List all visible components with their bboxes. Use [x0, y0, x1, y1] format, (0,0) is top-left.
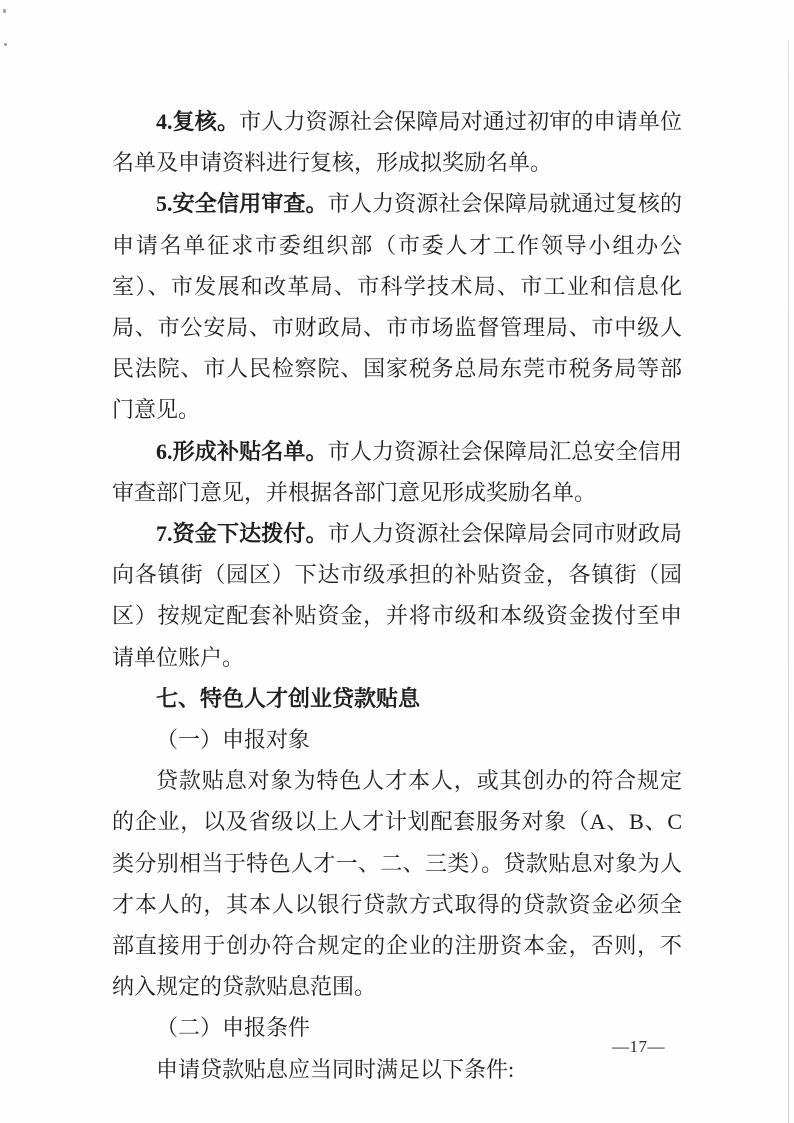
- paragraph: [112, 678, 682, 719]
- paragraph-lead: 5.安全信用审查。: [156, 191, 328, 217]
- paragraph-text: （一）申报对象: [156, 727, 311, 753]
- paragraph: [112, 760, 682, 1007]
- document-body: [112, 101, 682, 1090]
- paragraph: [112, 513, 682, 678]
- paragraph-text: 七、特色人才创业贷款贴息: [156, 685, 421, 711]
- paragraph-text: 贷款贴息对象为特色人才本人，或其创办的符合规定的企业，以及省级以上人才计划配套服务对象（A、B、C 类分别相当于特色人才一、二、三类）。贷款贴息对象为人才本人的，其本人以银行贷款方式取得的贷款资金必须全部直接用于创办符合规定的企业的注册资本金，否则，不纳入规定的贷款贴息范围。: [112, 768, 682, 1000]
- paragraph-lead: 4.复核。: [156, 109, 240, 134]
- paragraph: [112, 1007, 682, 1048]
- paragraph-text: 市人力资源社会保障局对通过初审的申请单位名单及申请资料进行复核，形成拟奖励名单。: [112, 109, 682, 176]
- paragraph-text: 市人力资源社会保障局会同市财政局向各镇街（园区）下达市级承担的补贴资金，各镇街（园区）按规定配套补贴资金，并将市级和本级资金拨付至申请单位账户。: [112, 521, 682, 670]
- paragraph: [112, 719, 682, 760]
- paragraph-text: 市人力资源社会保障局汇总安全信用审查部门意见，并根据各部门意见形成奖励名单。: [112, 438, 682, 505]
- paragraph-lead: 6.形成补贴名单。: [156, 438, 328, 464]
- paragraph: [112, 101, 682, 183]
- scan-artifact-line: [788, 40, 789, 1123]
- paragraph-text: 申请贷款贴息应当同时满足以下条件:: [156, 1056, 515, 1082]
- paragraph-text: （二）申报条件: [156, 1015, 311, 1041]
- paragraph-text: 市人力资源社会保障局就通过复核的申请名单征求市委组织部（市委人才工作领导小组办公室）、市发展和改革局、市科学技术局、市工业和信息化局、市公安局、市财政局、市市场监督管理局、市中级人民法院、市人民检察院、国家税务总局东莞市税务局等部门意见。: [112, 191, 682, 423]
- page-number: —17—: [612, 1037, 665, 1056]
- paragraph-lead: 7.资金下达拨付。: [156, 521, 328, 547]
- scan-speck: [4, 43, 7, 46]
- paragraph: [112, 183, 682, 430]
- scan-speck: [3, 9, 6, 13]
- paragraph: [112, 1049, 682, 1090]
- paragraph: [112, 431, 682, 513]
